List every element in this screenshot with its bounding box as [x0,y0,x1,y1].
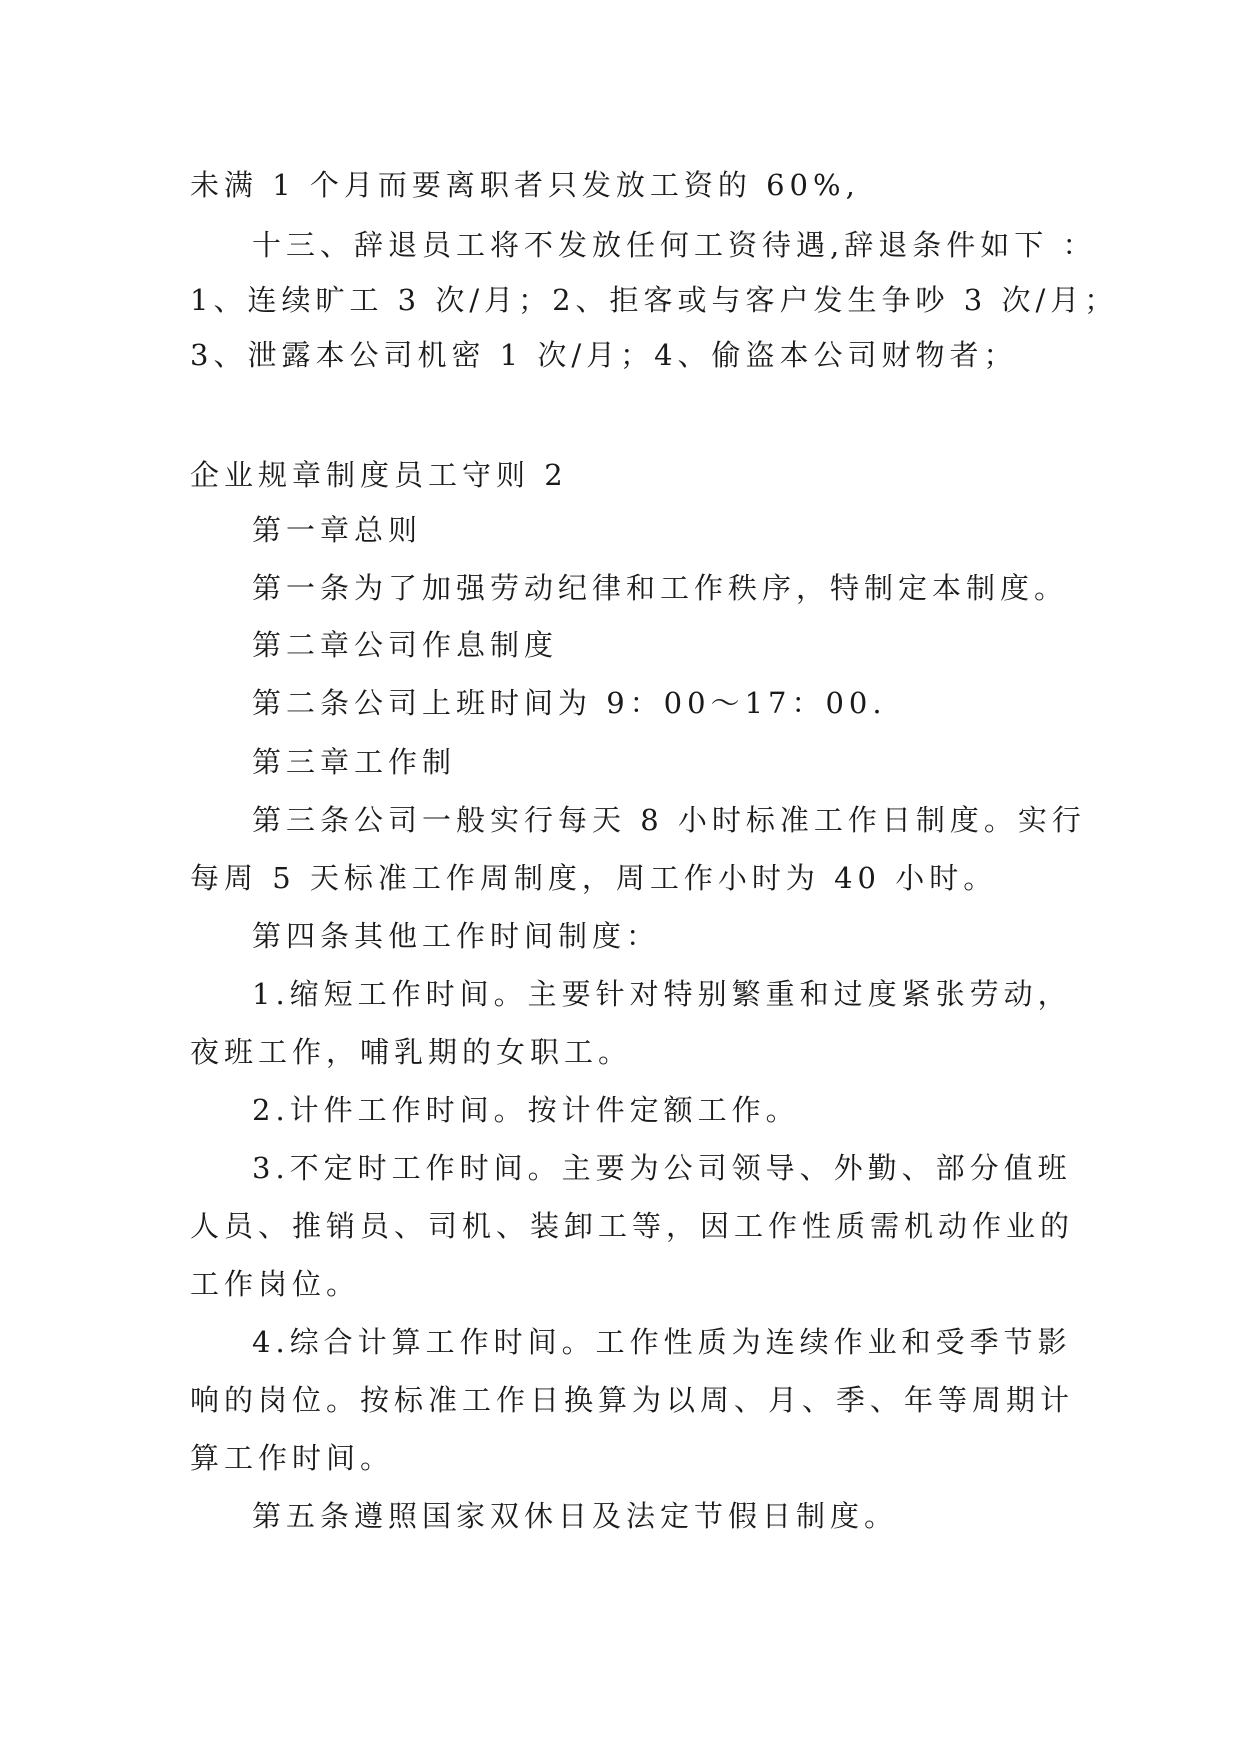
text-line: 每周 5 天标准工作周制度，周工作小时为 40 小时。 [190,861,998,895]
list-item: 3.不定时工作时间。主要为公司领导、外勤、部分值班 [252,1151,1072,1185]
chapter-heading: 第三章工作制 [252,745,457,779]
chapter-heading: 第一章总则 [252,513,423,547]
text-line: 响的岗位。按标准工作日换算为以周、月、季、年等周期计 [190,1383,1075,1417]
text-line: 十三、辞退员工将不发放任何工资待遇,辞退条件如下 ： [252,228,1097,262]
text-line: 第二条公司上班时间为 9：00～17：00. [252,686,887,720]
text-line: 夜班工作，哺乳期的女职工。 [190,1035,633,1069]
text-line: 第三条公司一般实行每天 8 小时标准工作日制度。实行 [252,803,1086,837]
text-line: 工作岗位。 [190,1267,361,1301]
list-item: 2.计件工作时间。按计件定额工作。 [252,1093,800,1127]
text-line: 人员、推销员、司机、装卸工等，因工作性质需机动作业的 [190,1209,1075,1243]
text-line: 第一条为了加强劳动纪律和工作秩序，特制定本制度。 [252,571,1069,605]
text-line: 1、连续旷工 3 次/月；2、拒客或与客户发生争吵 3 次/月； [190,283,1119,317]
list-item: 4.综合计算工作时间。工作性质为连续作业和受季节影 [252,1325,1072,1359]
text-line: 未满 1 个月而要离职者只发放工资的 60%, [190,168,860,202]
list-item: 1.缩短工作时间。主要针对特别繁重和过度紧张劳动， [252,977,1072,1011]
section-title: 企业规章制度员工守则 2 [190,458,568,492]
text-line: 3、泄露本公司机密 1 次/月；4、偷盗本公司财物者； [190,338,1018,372]
text-line: 第四条其他工作时间制度： [252,919,661,953]
text-line: 第五条遵照国家双休日及法定节假日制度。 [252,1499,899,1533]
chapter-heading: 第二章公司作息制度 [252,628,559,662]
text-line: 算工作时间。 [190,1441,395,1475]
